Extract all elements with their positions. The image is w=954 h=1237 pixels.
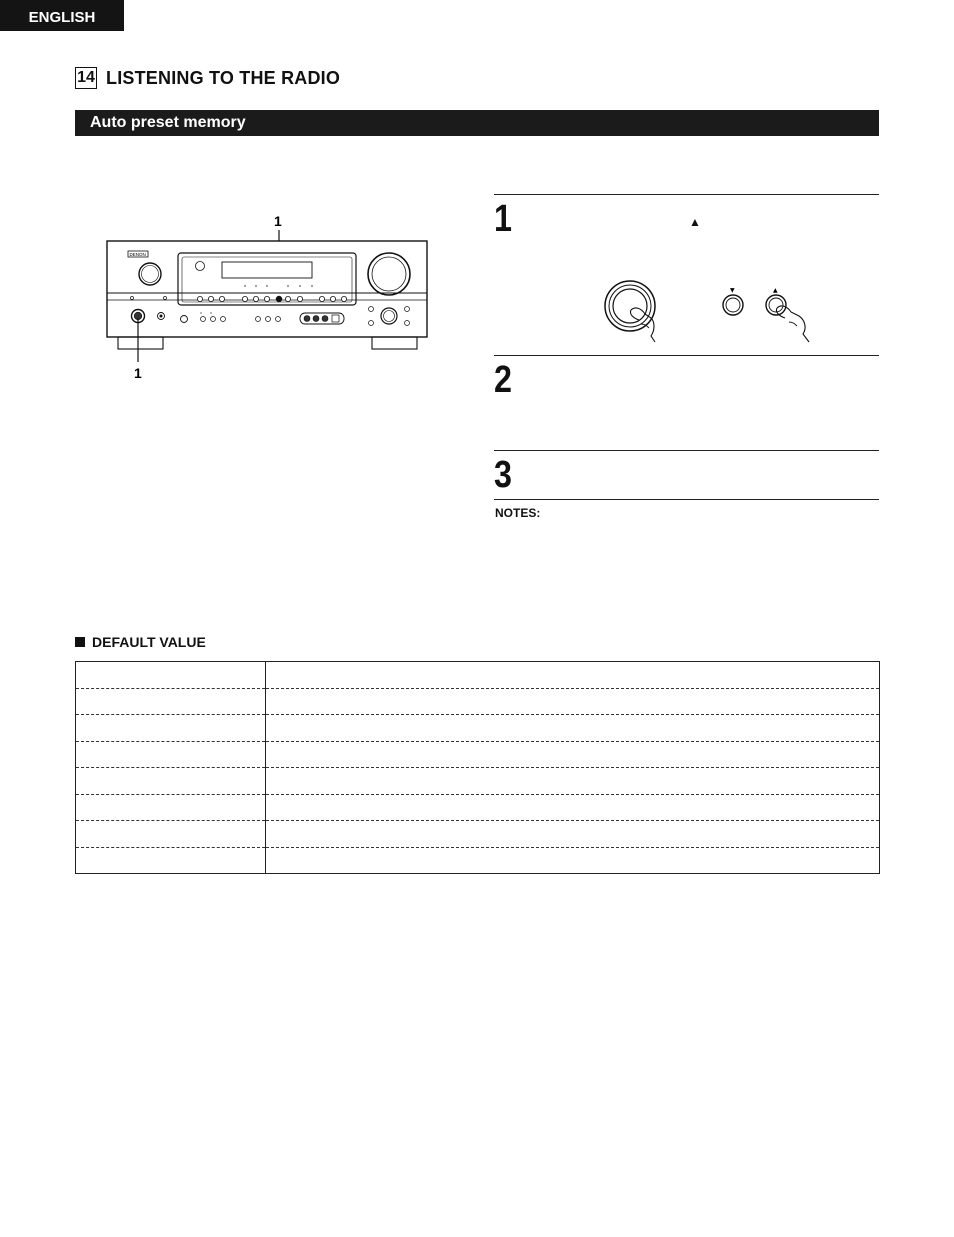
language-tab: ENGLISH [0, 0, 124, 31]
step-1-rule [494, 194, 879, 195]
notes-label: NOTES: [495, 506, 541, 520]
table-cell [266, 662, 880, 689]
table-cell [266, 821, 880, 848]
table-cell [266, 688, 880, 715]
step-1-number: 1 [494, 198, 512, 240]
tuner-preset-button [276, 296, 282, 302]
table-cell [266, 847, 880, 874]
callout-top: 1 [274, 213, 282, 229]
step-1-illustration [595, 270, 825, 350]
table-row [76, 688, 880, 715]
subsection-title: Auto preset memory [90, 114, 246, 131]
receiver-front-panel-illustration [100, 210, 440, 385]
table-cell [76, 662, 266, 689]
table-cell [76, 688, 266, 715]
table-cell [266, 715, 880, 742]
table-cell [76, 847, 266, 874]
table-row [76, 794, 880, 821]
step-2-rule [494, 355, 879, 356]
table-row [76, 715, 880, 742]
default-value-label: DEFAULT VALUE [92, 634, 206, 650]
table-cell [76, 768, 266, 795]
section-title-text: LISTENING TO THE RADIO [106, 67, 341, 88]
table-row [76, 768, 880, 795]
table-row [76, 662, 880, 689]
callout-bottom: 1 [134, 365, 142, 381]
table-row [76, 821, 880, 848]
down-mark: ▼ [730, 287, 735, 294]
table-cell [76, 715, 266, 742]
table-cell [76, 821, 266, 848]
table-cell [266, 794, 880, 821]
table-cell [76, 741, 266, 768]
subsection-bar [75, 110, 879, 136]
step-3-number: 3 [494, 454, 512, 496]
table-cell [266, 741, 880, 768]
default-value-table [75, 661, 880, 874]
section-title [75, 67, 340, 89]
section-number: 14 [75, 67, 97, 89]
square-bullet-icon [75, 637, 85, 647]
step-3-rule [494, 450, 879, 451]
table-row [76, 741, 880, 768]
default-value-heading [75, 634, 206, 650]
table-row [76, 847, 880, 874]
up-mark: ▲ [773, 287, 778, 294]
step-1-up-arrow: ▲ [689, 215, 701, 229]
table-cell [266, 768, 880, 795]
table-cell [76, 794, 266, 821]
step-2-number: 2 [494, 359, 512, 401]
notes-rule [494, 499, 879, 500]
brand-logo: DENON [129, 252, 146, 257]
